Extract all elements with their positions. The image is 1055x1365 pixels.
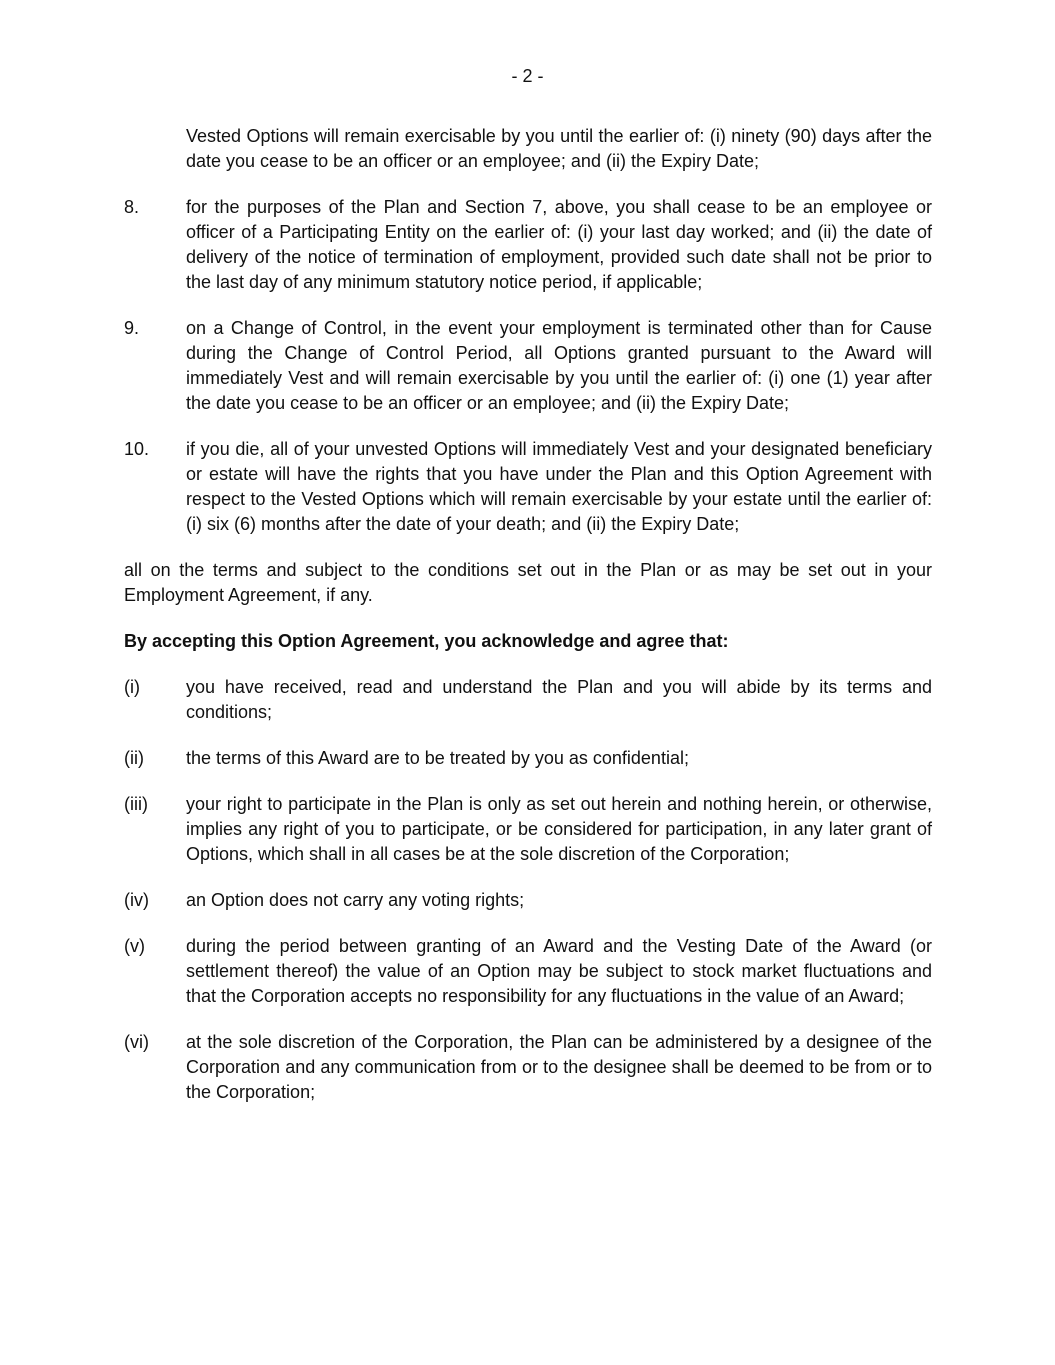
item-text: an Option does not carry any voting rights; (186, 890, 525, 910)
item-number: 8. (124, 197, 140, 217)
item-number: (i) (124, 677, 140, 697)
numbered-item-8 (124, 195, 932, 295)
roman-item-v (124, 934, 932, 1009)
item-number: 10. (124, 439, 150, 459)
numbered-item-9 (124, 316, 932, 416)
item-text: you have received, read and understand the Plan and you will abide by its terms and conditions; (186, 677, 932, 722)
item-text: for the purposes of the Plan and Section 7, above, you shall cease to be an employee or officer of a Participating Entity on the earlier of: (i) your last day worked; and (ii) the date of delivery of the notice of termination of employment, provided such date shall not be prior to the last day of any minimum statutory notice period, if applicable; (186, 197, 932, 292)
roman-item-iv (124, 888, 932, 913)
page-number: - 2 - (511, 66, 544, 86)
item-number: (v) (124, 936, 145, 956)
continuation-paragraph: Vested Options will remain exercisable by you until the earlier of: (i) ninety (90) days after the date you cease to be an officer or an employee; and (ii) the Expiry Date; (186, 126, 932, 171)
roman-item-i (124, 675, 932, 725)
numbered-item-10 (124, 437, 932, 537)
item-text: your right to participate in the Plan is only as set out herein and nothing herein, or otherwise, implies any right of you to participate, or be considered for participation, in any later grant of Options, which shall in all cases be at the sole discretion of the Corporation; (186, 794, 932, 864)
roman-item-vi (124, 1030, 932, 1105)
roman-item-ii (124, 746, 932, 771)
item-number: (vi) (124, 1032, 149, 1052)
acknowledgement-heading: By accepting this Option Agreement, you acknowledge and agree that: (124, 631, 729, 651)
item-number: (iii) (124, 794, 148, 814)
closing-paragraph: all on the terms and subject to the conditions set out in the Plan or as may be set out in your Employment Agreement, if any. (124, 560, 932, 605)
item-text: at the sole discretion of the Corporation, the Plan can be administered by a designee of the Corporation and any communication from or to the designee shall be deemed to be from or to the Corporation; (186, 1032, 932, 1102)
item-number: (ii) (124, 748, 144, 768)
item-text: if you die, all of your unvested Options will immediately Vest and your designated beneficiary or estate will have the rights that you have under the Plan and this Option Agreement with respect to the Vested Options which will remain exercisable by your estate until the earlier of: (i) six (6) months after the date of your death; and (ii) the Expiry Date; (186, 439, 932, 534)
item-text: the terms of this Award are to be treated by you as confidential; (186, 748, 689, 768)
item-number: (iv) (124, 890, 149, 910)
item-number: 9. (124, 318, 140, 338)
document-body (124, 124, 932, 1126)
item-text: on a Change of Control, in the event your employment is terminated other than for Cause during the Change of Control Period, all Options granted pursuant to the Award will immediately Vest and will remain exercisable by you until the earlier of: (i) one (1) year after the date you cease to be an officer or an employee; and (ii) the Expiry Date; (186, 318, 932, 413)
roman-item-iii (124, 792, 932, 867)
item-text: during the period between granting of an Award and the Vesting Date of the Award (or settlement thereof) the value of an Option may be subject to stock market fluctuations and that the Corporation accepts no responsibility for any fluctuations in the value of an Award; (186, 936, 932, 1006)
